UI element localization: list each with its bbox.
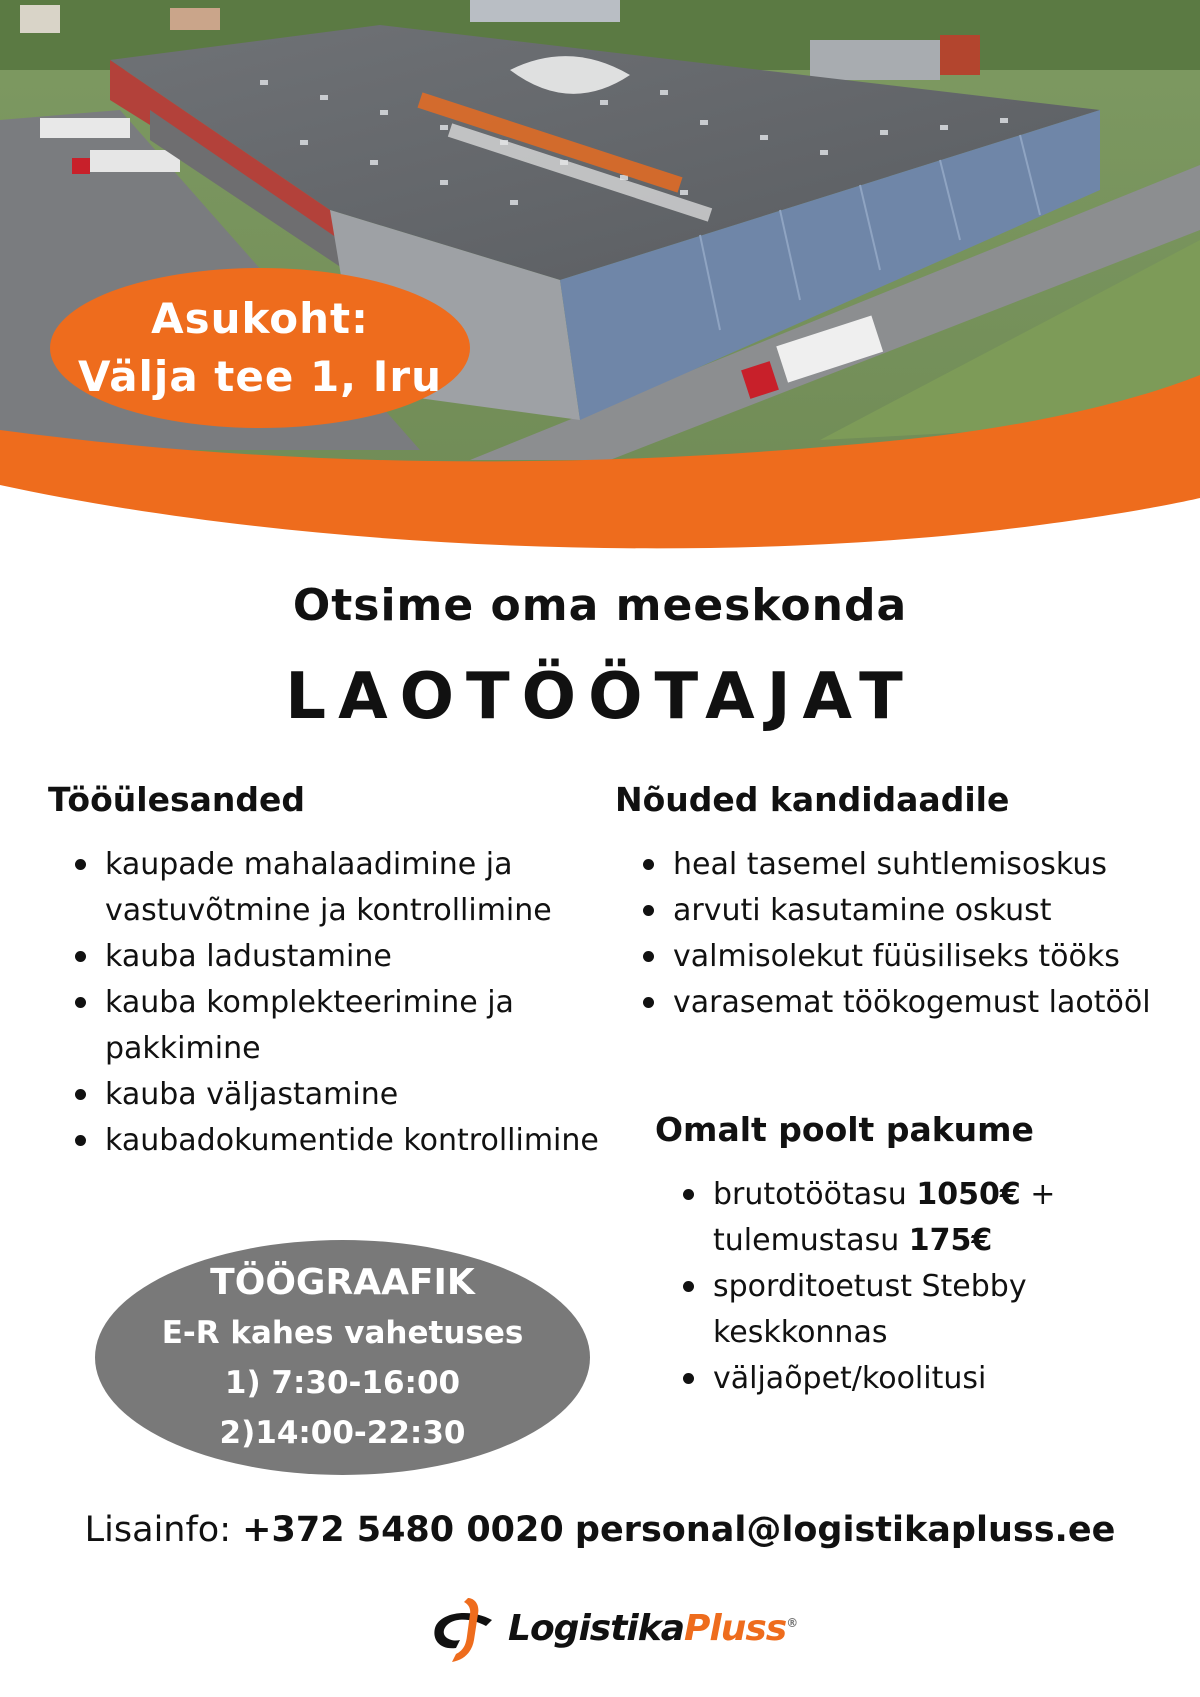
schedule-line: 2)14:00-22:30 [219,1414,466,1451]
company-logo [430,1590,798,1670]
requirements-title: Nõuded kandidaadile [615,780,1010,819]
bonus-label: tulemustasu [713,1223,900,1258]
list-item: varasemat töökogemust laotööl [643,980,1193,1026]
list-item: heal tasemel suhtlemisoskus [643,842,1193,888]
list-item: sporditoetust Stebby keskkonnas [683,1264,1183,1356]
salary-amount: 1050€ [916,1177,1021,1212]
offer-title: Omalt poolt pakume [655,1110,1034,1149]
list-item: kauba väljastamine [75,1072,635,1118]
hero-photo [0,0,1200,560]
bullet-icon [75,997,86,1008]
location-label: Asukoht: [151,294,369,343]
bullet-icon [643,997,654,1008]
bullet-icon [643,905,654,916]
list-item: kaupade mahalaadimine ja vastuvõtmine ja kontrollimine [75,842,635,934]
contact-line [0,1510,1200,1550]
list-item: arvuti kasutamine oskust [643,888,1193,934]
schedule-title: TÖÖGRAAFIK [210,1261,475,1303]
bullet-icon [75,1089,86,1100]
bullet-icon [75,859,86,870]
email-address[interactable]: personal@logistikapluss.ee [574,1510,1116,1550]
logo-wordmark: LogistikaPluss® [508,1608,798,1649]
logo-swoosh-icon [430,1590,510,1670]
list-item: kauba komplekteerimine ja pakkimine [75,980,635,1072]
schedule-line: 1) 7:30-16:00 [224,1364,461,1401]
list-item: brutotöötasu 1050€ + tulemustasu 175€ [683,1172,1183,1264]
schedule-badge [95,1240,590,1475]
salary-label: brutotöötasu [713,1177,907,1212]
schedule-line: E-R kahes vahetuses [161,1314,524,1351]
tasks-list [75,842,635,1164]
tasks-title: Tööülesanded [48,780,305,819]
bullet-icon [683,1281,694,1292]
location-badge [50,268,470,428]
offer-list [683,1172,1183,1402]
bullet-icon [683,1373,694,1384]
list-item: kauba ladustamine [75,934,635,980]
contact-label: Lisainfo: [84,1510,232,1550]
requirements-list [643,842,1193,1026]
bonus-amount: 175€ [908,1223,993,1258]
bullet-icon [683,1189,694,1200]
headline-main: LAOTÖÖTAJAT [285,660,915,734]
bullet-icon [75,1135,86,1146]
headline-sub: Otsime oma meeskonda [292,580,908,631]
bullet-icon [75,951,86,962]
list-item: väljaõpet/koolitusi [683,1356,1183,1402]
list-item: valmisolekut füüsiliseks tööks [643,934,1193,980]
bullet-icon [643,859,654,870]
location-address: Välja tee 1, Iru [77,352,443,401]
bullet-icon [643,951,654,962]
phone-number[interactable]: +372 5480 0020 [242,1510,564,1550]
list-item: kaubadokumentide kontrollimine [75,1118,635,1164]
